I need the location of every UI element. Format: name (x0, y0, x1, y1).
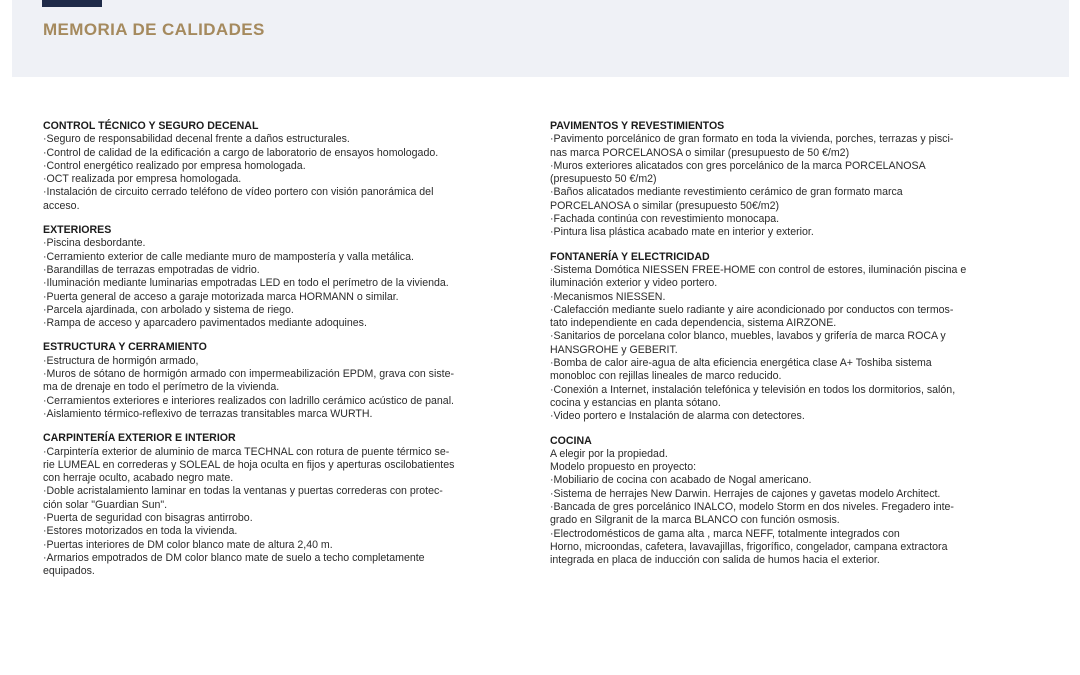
header-accent-bar (42, 0, 102, 7)
list-item: monobloc con rejillas lineales de marco reducido. (550, 370, 782, 383)
list-item: ·Pintura lisa plástica acabado mate en interior y exterior. (550, 226, 814, 239)
list-item: ·Conexión a Internet, instalación telefónica y televisión en todos los dormitorios, salón, (550, 383, 956, 396)
list-item: ·Puerta de seguridad con bisagras antirrobo. (43, 512, 253, 525)
section-title: EXTERIORES (43, 224, 112, 237)
section (43, 341, 528, 421)
list-item: iluminación exterior y video portero. (550, 277, 718, 290)
list-item: ·Baños alicatados mediante revestimiento cerámico de gran formato marca (550, 186, 903, 199)
list-item: ·Sistema Domótica NIESSEN FREE-HOME con control de estores, iluminación piscina e (550, 263, 967, 276)
list-item: integrada en placa de inducción con salida de humos hacia el exterior. (550, 554, 880, 567)
list-item: nas marca PORCELANOSA o similar (presupuesto de 50 €/m2) (550, 146, 850, 159)
section (550, 251, 1035, 424)
section-list (550, 133, 1035, 239)
section-list (43, 355, 528, 421)
section-list (43, 446, 528, 579)
section-title: PAVIMENTOS Y REVESTIMIENTOS (550, 120, 725, 132)
list-item: ·Cerramientos exteriores e interiores realizados con ladrillo cerámico acústico de panal. (43, 394, 454, 407)
list-item: ·Calefacción mediante suelo radiante y aire acondicionado por conductos con termos- (550, 303, 954, 316)
section (550, 435, 1035, 568)
list-item: HANSGROHE y GEBERIT. (550, 343, 678, 356)
list-item: ·Puertas interiores de DM color blanco mate de altura 2,40 m. (43, 538, 333, 551)
list-item: ·Muros de sótano de hormigón armado con impermeabilización EPDM, grava con siste- (43, 368, 454, 381)
list-item: ·Instalación de circuito cerrado teléfono de vídeo portero con visión panorámica del (43, 186, 434, 199)
list-item: ·Sanitarios de porcelana color blanco, muebles, lavabos y grifería de marca ROCA y (550, 330, 946, 343)
right-column (550, 120, 1035, 579)
list-item: ·Carpintería exterior de aluminio de marca TECHNAL con rotura de puente térmico se- (43, 445, 450, 458)
section-list (43, 133, 528, 213)
list-item: ·Control energético realizado por empresa homologada. (43, 159, 306, 172)
list-item: (presupuesto 50 €/m2) (550, 173, 657, 186)
list-item: ·Bancada de gres porcelánico INALCO, modelo Storm en dos niveles. Fregadero inte- (550, 501, 954, 514)
list-item: ·Sistema de herrajes New Darwin. Herrajes de cajones y gavetas modelo Architect. (550, 487, 941, 500)
list-item: ·Electrodomésticos de gama alta , marca NEFF, totalmente integrados con (550, 527, 900, 540)
list-item: ·Puerta general de acceso a garaje motorizada marca HORMANN o similar. (43, 290, 399, 303)
list-item: ·Parcela ajardinada, con arbolado y sistema de riego. (43, 303, 294, 316)
list-item: ·Estores motorizados en toda la vivienda. (43, 525, 238, 538)
list-item: Modelo propuesto en proyecto: (550, 461, 697, 474)
list-item: ·Mecanismos NIESSEN. (550, 290, 666, 303)
list-item: ·Bomba de calor aire-agua de alta eficiencia energética clase A+ Toshiba sistema (550, 357, 932, 370)
list-item: acceso. (43, 199, 80, 212)
list-item: ción solar "Guardian Sun". (43, 498, 168, 511)
section-title: ESTRUCTURA Y CERRAMIENTO (43, 341, 207, 354)
list-item: PORCELANOSA o similar (presupuesto 50€/m2) (550, 199, 780, 212)
list-item: ·Cerramiento exterior de calle mediante muro de mampostería y valla metálica. (43, 250, 414, 263)
section (43, 432, 528, 578)
list-item: ma de drenaje en todo el perímetro de la vivienda. (43, 381, 280, 394)
list-item: ·Rampa de acceso y aparcadero pavimentados mediante adoquines. (43, 317, 367, 330)
list-item: ·Control de calidad de la edificación a cargo de laboratorio de ensayos homologado. (43, 146, 439, 159)
section-title: CARPINTERÍA EXTERIOR E INTERIOR (43, 432, 236, 445)
list-item: con herraje oculto, acabado negro mate. (43, 472, 234, 485)
list-item: ·OCT realizada por empresa homologada. (43, 173, 242, 186)
section-title: COCINA (550, 434, 592, 447)
list-item: ·Estructura de hormigón armado, (43, 354, 199, 367)
list-item: grado en Silgranit de la marca BLANCO con función osmosis. (550, 514, 840, 527)
list-item: ·Aislamiento térmico-reflexivo de terrazas transitables marca WURTH. (43, 407, 373, 420)
list-item: ·Video portero e Instalación de alarma con detectores. (550, 410, 805, 423)
list-item: ·Iluminación mediante luminarias empotradas LED en todo el perímetro de la vivienda. (43, 277, 449, 290)
section-title: FONTANERÍA Y ELECTRICIDAD (550, 250, 710, 263)
section-list (43, 237, 528, 330)
list-item: ·Piscina desbordante. (43, 237, 146, 250)
list-item: ·Muros exteriores alicatados con gres porcelánico de la marca PORCELANOSA (550, 159, 926, 172)
section (43, 224, 528, 330)
section-list (550, 264, 1035, 424)
list-item: ·Fachada continúa con revestimiento monocapa. (550, 213, 780, 226)
list-item: A elegir por la propiedad. (550, 447, 668, 460)
list-item: ·Seguro de responsabilidad decenal frente a daños estructurales. (43, 133, 350, 146)
section-list (550, 448, 1035, 568)
list-item: cocina y estancias en planta sótano. (550, 396, 721, 409)
list-item: rie LUMEAL en correderas y SOLEAL de hoja oculta en fijos y aperturas oscilobatientes (43, 458, 455, 471)
list-item: tato independiente en cada dependencia, sistema AIRZONE. (550, 317, 837, 330)
section (43, 120, 528, 213)
section-title: CONTROL TÉCNICO Y SEGURO DECENAL (43, 120, 259, 132)
list-item: ·Pavimento porcelánico de gran formato en toda la vivienda, porches, terrazas y pisci- (550, 133, 954, 146)
list-item: ·Barandillas de terrazas empotradas de vidrio. (43, 263, 260, 276)
list-item: equipados. (43, 565, 95, 578)
section (550, 120, 1035, 240)
left-column (43, 120, 528, 590)
list-item: ·Doble acristalamiento laminar en todas la ventanas y puertas correderas con protec- (43, 485, 443, 498)
list-item: ·Mobiliario de cocina con acabado de Nogal americano. (550, 474, 812, 487)
list-item: ·Armarios empotrados de DM color blanco mate de suelo a techo completamente (43, 551, 425, 564)
list-item: Horno, microondas, cafetera, lavavajillas, frigorífico, congelador, campana extractora (550, 540, 948, 553)
page-title: MEMORIA DE CALIDADES (43, 20, 265, 39)
